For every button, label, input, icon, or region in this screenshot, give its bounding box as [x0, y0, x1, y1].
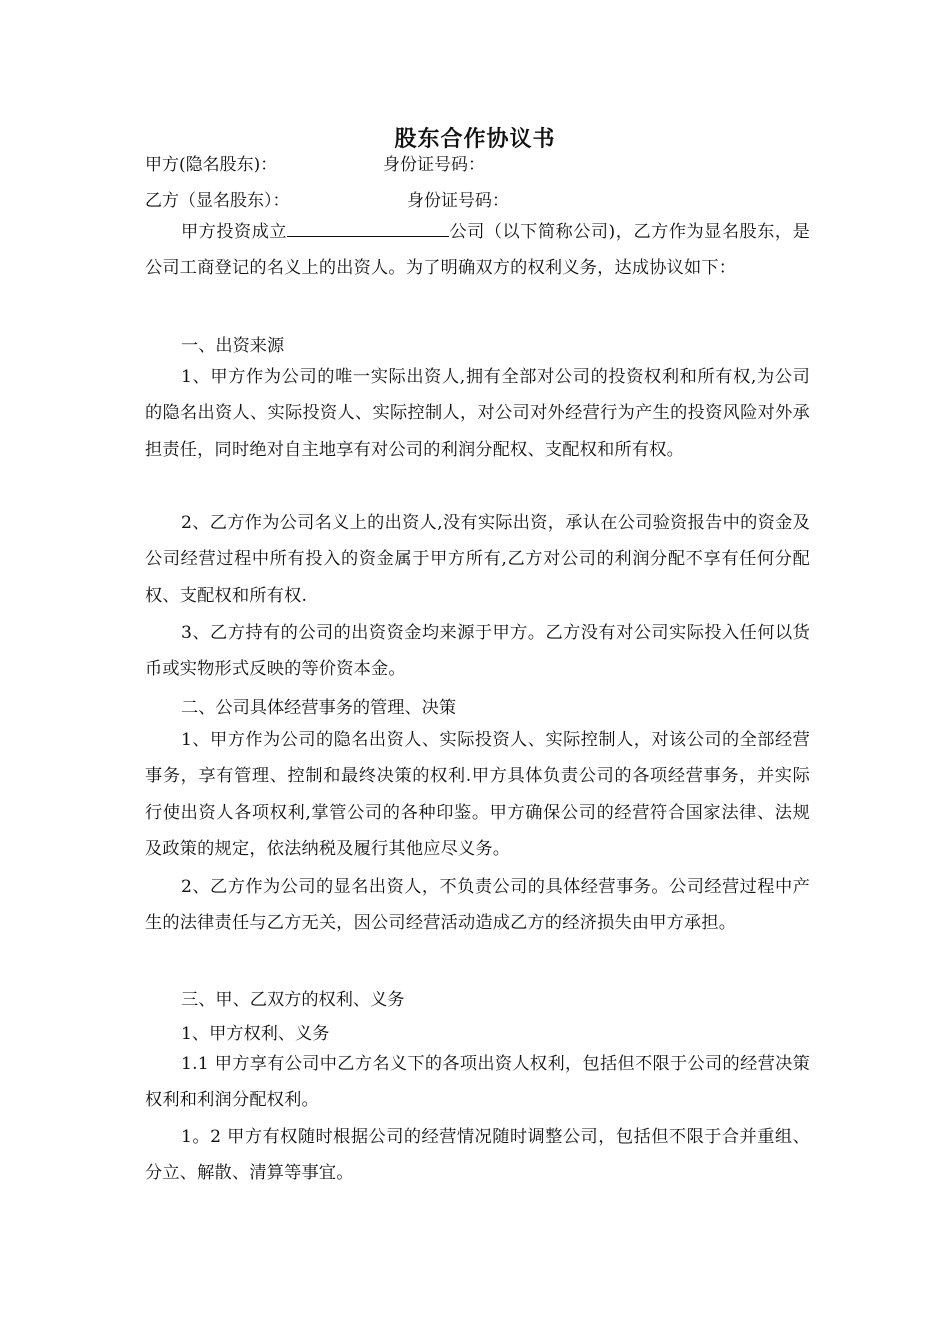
section3-subheading-1: 1、甲方权利、义务 [181, 1024, 330, 1044]
intro-text-after-blank: 公司（以下简称公司)，乙方作为显名股东，是公司工商登记的名义上的出资人。为了明确双方的权利义务，达成协议如下： [145, 222, 810, 279]
company-name-blank [287, 220, 449, 237]
section2-heading: 二、公司具体经营事务的管理、决策 [181, 698, 457, 718]
section1-paragraph-1: 1、甲方作为公司的唯一实际出资人,拥有全部对公司的投资权利和所有权,为公司的隐名出资人、实际投资人、实际控制人，对公司对外经营行为产生的投资风险对外承担责任，同时绝对自主地享有对公司的利润分配权、支配权和所有权。 [145, 367, 810, 460]
party-b-id-label: 身份证号码： [407, 191, 509, 211]
section3-paragraph-1-1: 1.1 甲方享有公司中乙方名义下的各项出资人权利，包括但不限于公司的经营决策权利和利润分配权利。 [145, 1054, 810, 1111]
document-title: 股东合作协议书 [394, 126, 556, 152]
party-a-id-label: 身份证号码： [383, 155, 485, 175]
intro-paragraph [145, 214, 810, 287]
section3-heading: 三、甲、乙双方的权利、义务 [181, 990, 405, 1010]
intro-text-before-blank: 甲方投资成立 [181, 222, 288, 242]
section2-paragraph-1: 1、甲方作为公司的隐名出资人、实际投资人、实际控制人，对该公司的全部经营事务，享有管理、控制和最终决策的权利.甲方具体负责公司的各项经营事务，并实际行使出资人各项权利,掌管公司的各种印鉴。甲方确保公司的经营符合国家法律、法规及政策的规定，依法纳税及履行其他应尽义务。 [145, 730, 810, 860]
party-a-label: 甲方(隐名股东)： [145, 155, 278, 175]
section1-paragraph-2: 2、乙方作为公司名义上的出资人,没有实际出资，承认在公司验资报告中的资金及公司经营过程中所有投入的资金属于甲方所有,乙方对公司的利润分配不享有任何分配权、支配权和所有权. [145, 513, 810, 606]
section3-paragraph-1-2: 1。2 甲方有权随时根据公司的经营情况随时调整公司，包括但不限于合并重组、分立、解散、清算等事宜。 [145, 1127, 810, 1184]
section2-paragraph-2: 2、乙方作为公司的显名出资人，不负责公司的具体经营事务。公司经营过程中产生的法律责任与乙方无关，因公司经营活动造成乙方的经济损失由甲方承担。 [145, 877, 810, 934]
section1-heading: 一、出资来源 [181, 336, 285, 356]
party-b-label: 乙方（显名股东）： [145, 191, 290, 211]
section1-paragraph-3: 3、乙方持有的公司的出资资金均来源于甲方。乙方没有对公司实际投入任何以货币或实物形式反映的等价资本金。 [145, 623, 810, 680]
party-a-line [145, 150, 485, 175]
party-b-line [145, 186, 509, 211]
